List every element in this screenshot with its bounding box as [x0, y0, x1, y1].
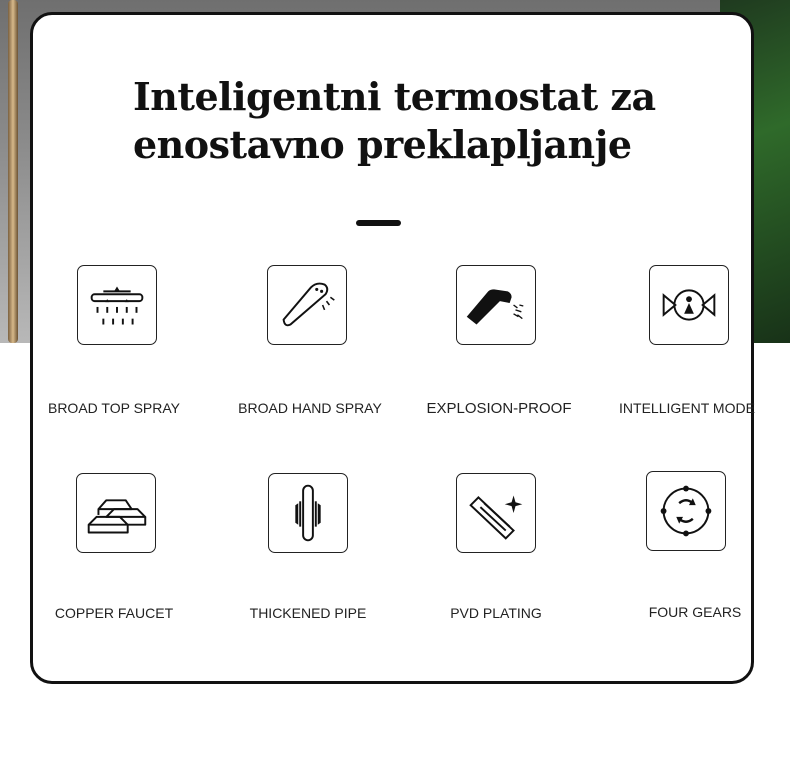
- sparkle-plating-icon: [456, 473, 536, 553]
- page-title: [133, 73, 693, 169]
- rain-shower-icon: [77, 265, 157, 345]
- hand-shower-icon: [267, 265, 347, 345]
- title-divider: [356, 220, 401, 226]
- copper-bars-icon: [76, 473, 156, 553]
- spray-gun-icon: [456, 265, 536, 345]
- feature-label-copper-faucet: COPPER FAUCET: [54, 605, 174, 621]
- feature-label-explosion-proof: EXPLOSION-PROOF: [426, 400, 572, 417]
- gear-cycle-icon: [646, 471, 726, 551]
- title-line-2: enostavno preklapljanje: [133, 122, 632, 167]
- feature-card: [30, 12, 754, 684]
- feature-label-intelligent-mode: INTELLIGENT MODE: [619, 400, 755, 416]
- feature-label-thickened-pipe: THICKENED PIPE: [249, 605, 367, 621]
- feature-label-four-gears: FOUR GEARS: [648, 604, 742, 620]
- title-line-1: Inteligentni termostat za: [133, 74, 656, 119]
- thermostat-valve-icon: [649, 265, 729, 345]
- pipe-icon: [268, 473, 348, 553]
- background-shower-pipe: [8, 0, 18, 343]
- feature-label-broad-hand-spray: BROAD HAND SPRAY: [238, 400, 382, 416]
- feature-label-broad-top-spray: BROAD TOP SPRAY: [47, 400, 180, 416]
- feature-label-pvd-plating: PVD PLATING: [450, 605, 542, 621]
